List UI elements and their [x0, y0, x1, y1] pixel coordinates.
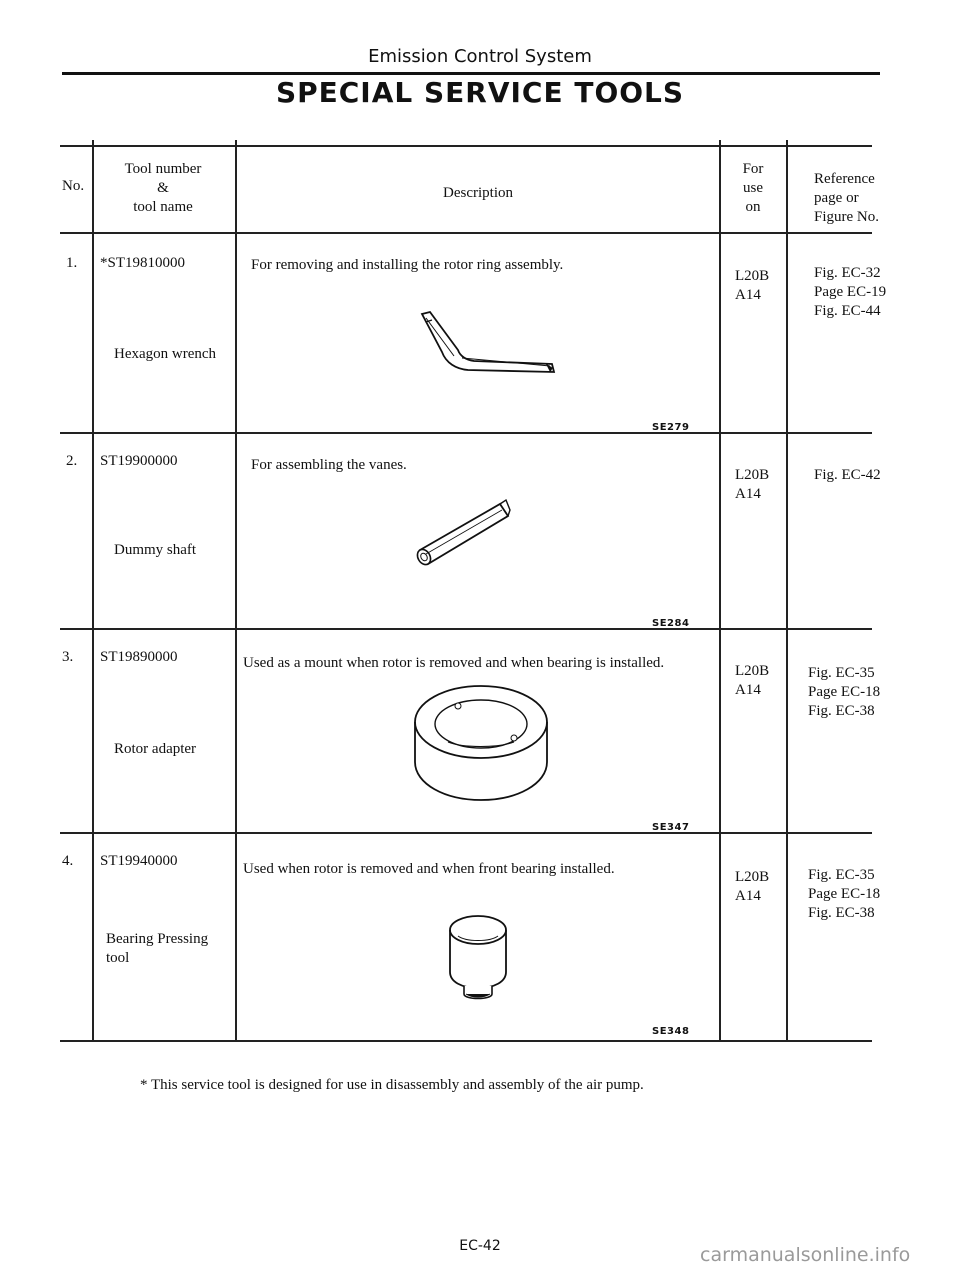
used-on-line: L20B: [735, 268, 770, 284]
col-header-use: [722, 160, 784, 217]
reference-line: Page EC-18: [808, 684, 881, 700]
page-number: EC-42: [459, 1238, 501, 1254]
reference: [814, 264, 886, 321]
tool-number: ST19890000: [100, 649, 178, 665]
tool-name: Rotor adapter: [114, 741, 197, 757]
row-rule: [60, 832, 872, 834]
col-header-ref-line: Reference: [814, 171, 875, 187]
reference-line: Fig. EC-38: [808, 905, 875, 921]
used-on-line: L20B: [735, 663, 770, 679]
header-rule: [62, 72, 880, 75]
used-on-line: L20B: [735, 869, 770, 885]
reference: [814, 466, 881, 485]
used-on: [735, 267, 769, 305]
table-top-rule: [60, 145, 872, 147]
reference: [808, 664, 880, 721]
col-header-tool-line: Tool number: [124, 161, 202, 177]
reference-line: Fig. EC-42: [814, 467, 881, 483]
col-header-tool-line: tool name: [133, 199, 193, 215]
col-header-use-line: For: [742, 161, 764, 177]
watermark: carmanualsonline.info: [700, 1244, 911, 1266]
col-header-use-line: on: [745, 199, 761, 215]
figure-code: SE347: [652, 822, 690, 833]
figure-code: SE284: [652, 618, 690, 629]
table-bottom-rule: [60, 1040, 872, 1042]
used-on-line: A14: [735, 682, 761, 698]
col-header-no: No.: [62, 178, 85, 194]
column-rule: [235, 140, 237, 1042]
reference-line: Fig. EC-35: [808, 867, 875, 883]
col-header-ref-line: Figure No.: [814, 209, 879, 225]
page-title: SPECIAL SERVICE TOOLS: [275, 76, 685, 109]
reference-line: Fig. EC-35: [808, 665, 875, 681]
used-on-line: A14: [735, 486, 761, 502]
row-number: 2.: [66, 453, 78, 469]
section-title: Emission Control System: [368, 46, 592, 67]
dummy-shaft-icon: [408, 496, 518, 576]
tool-description: Used as a mount when rotor is removed and when bearing is installed.: [243, 655, 665, 671]
used-on: [735, 466, 769, 504]
used-on: [735, 868, 769, 906]
column-rule: [92, 140, 94, 1042]
col-header-reference: [814, 170, 879, 227]
row-rule: [60, 628, 872, 630]
tool-name: Dummy shaft: [114, 542, 197, 558]
reference-line: Fig. EC-44: [814, 303, 881, 319]
row-number: 4.: [62, 853, 74, 869]
used-on-line: A14: [735, 287, 761, 303]
reference-line: Page EC-19: [814, 284, 887, 300]
col-header-tool-line: &: [157, 180, 169, 196]
rotor-adapter-icon: [408, 682, 554, 806]
reference-line: Page EC-18: [808, 886, 881, 902]
hexagon-wrench-icon: [400, 308, 560, 378]
row-rule: [60, 432, 872, 434]
row-number: 3.: [62, 649, 74, 665]
tool-number: ST19900000: [100, 453, 178, 469]
reference-line: Fig. EC-32: [814, 265, 881, 281]
tool-description: For assembling the vanes.: [251, 457, 407, 473]
tool-name-line: Bearing Pressing: [106, 931, 209, 947]
bearing-pressing-tool-icon: [440, 910, 516, 1004]
col-header-ref-line: page or: [814, 190, 859, 206]
used-on-line: L20B: [735, 467, 770, 483]
used-on-line: A14: [735, 888, 761, 904]
col-header-tool: [100, 160, 226, 217]
tool-description: Used when rotor is removed and when front bearing installed.: [243, 861, 615, 877]
col-header-description: Description: [443, 185, 513, 201]
tool-name-line: tool: [106, 950, 130, 966]
used-on: [735, 662, 769, 700]
reference: [808, 866, 880, 923]
table-head-rule: [60, 232, 872, 234]
tool-number: ST19940000: [100, 853, 178, 869]
column-rule: [786, 140, 788, 1042]
reference-line: Fig. EC-38: [808, 703, 875, 719]
tool-description: For removing and installing the rotor ring assembly.: [251, 257, 564, 273]
column-rule: [719, 140, 721, 1042]
figure-code: SE279: [652, 422, 690, 433]
col-header-use-line: use: [743, 180, 763, 196]
tool-number: *ST19810000: [100, 255, 186, 271]
tool-name: Hexagon wrench: [114, 346, 217, 362]
figure-code: SE348: [652, 1026, 690, 1037]
row-number: 1.: [66, 255, 78, 271]
tool-name: [106, 930, 208, 968]
footnote: * This service tool is designed for use in disassembly and assembly of the air pump.: [140, 1077, 644, 1093]
